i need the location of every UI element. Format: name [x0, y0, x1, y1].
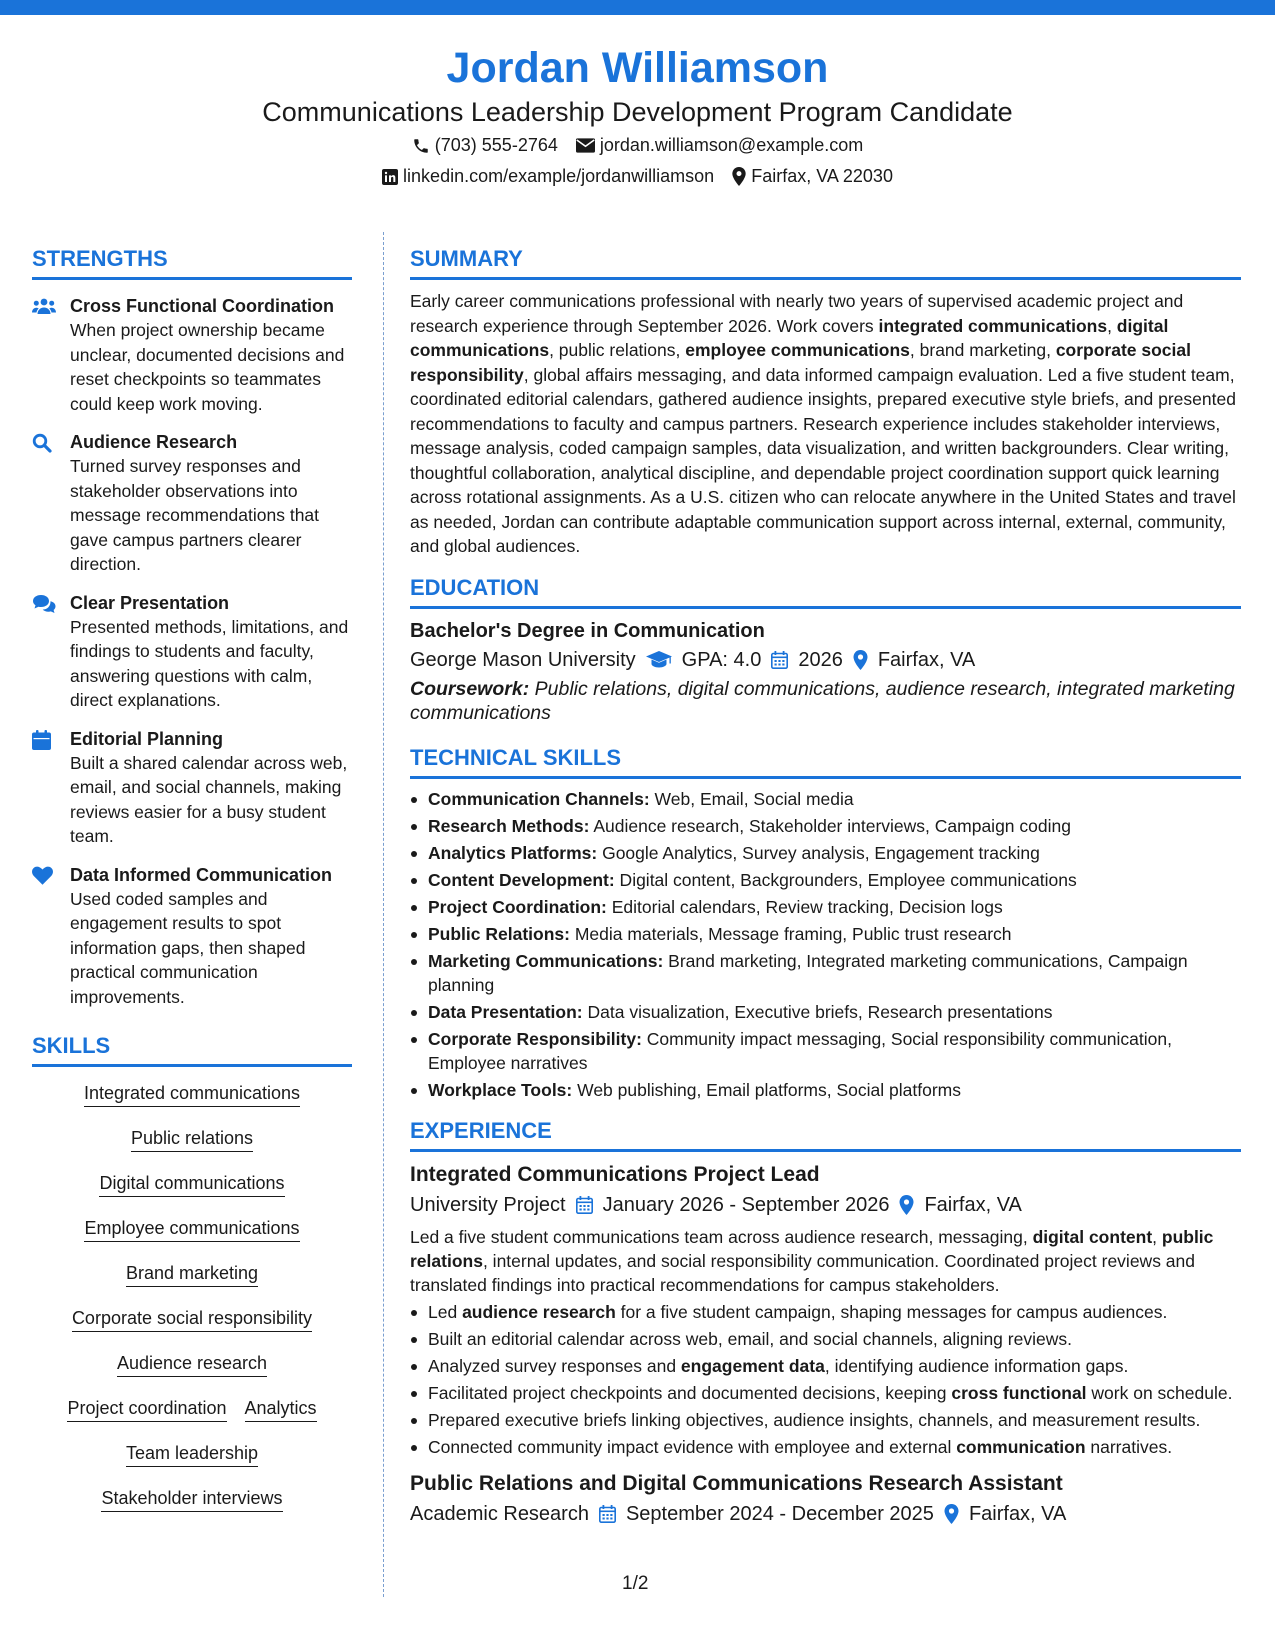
coursework-text: Public relations, digital communications, audience research, integrated marketing communications — [410, 677, 1235, 724]
users-icon — [32, 297, 56, 315]
summary-text — [410, 289, 1241, 559]
skill-category: Data Presentation: — [428, 1001, 583, 1022]
strength-item — [32, 591, 352, 713]
skill-tag: Team leadership — [126, 1441, 258, 1467]
technical-skill-item — [410, 922, 1241, 946]
location-text: Fairfax, VA 22030 — [751, 166, 893, 186]
location-contact — [732, 161, 893, 192]
text-run: , brand marketing, — [909, 340, 1056, 360]
job-dates: September 2024 - December 2025 — [625, 1502, 934, 1525]
bold-text: digital communications — [410, 315, 1169, 360]
job-meta — [410, 1190, 1241, 1220]
strength-item — [32, 294, 352, 416]
skill-values: Brand marketing, Integrated marketing communications, Campaign planning — [428, 950, 1188, 995]
graduation-cap-icon — [646, 651, 672, 669]
technical-skill-item — [410, 1000, 1241, 1024]
text-run: , identifying audience information gaps. — [824, 1355, 1129, 1376]
text-run: work on schedule. — [1086, 1382, 1233, 1403]
job-bullets — [410, 1300, 1241, 1459]
experience-heading: EXPERIENCE — [410, 1116, 1241, 1152]
map-pin-icon — [853, 650, 868, 670]
contact-row-2 — [0, 161, 1275, 192]
text-run: , internal updates, and social responsibility communication. Coordinated project reviews and translated findings into practical recommendations for campus stakeholders. — [410, 1250, 1196, 1295]
skill-category: Communication Channels: — [428, 788, 650, 809]
skill-values: Web publishing, Email platforms, Social platforms — [572, 1079, 961, 1100]
bold-text: audience research — [462, 1301, 616, 1322]
text-run: , — [1107, 315, 1117, 336]
skill-category: Project Coordination: — [428, 896, 607, 917]
text-run: Facilitated project checkpoints and documented decisions, keeping — [428, 1382, 952, 1403]
skill-tag: Brand marketing — [126, 1261, 258, 1287]
skill-values: Editorial calendars, Review tracking, Decision logs — [606, 896, 1003, 917]
job-bullet — [410, 1327, 1241, 1351]
skill-category: Analytics Platforms: — [428, 842, 598, 863]
bold-text: integrated communications — [878, 315, 1108, 336]
text-run: Led a five student communications team across audience research, messaging, — [410, 1226, 1033, 1247]
email-contact — [576, 130, 863, 161]
strength-title: Audience Research — [70, 432, 238, 452]
job-bullet — [410, 1435, 1241, 1459]
skill-tag: Project coordination — [67, 1396, 226, 1422]
skill-category: Research Methods: — [428, 815, 590, 836]
technical-skill-item — [410, 1078, 1241, 1102]
job-organization: University Project — [410, 1193, 566, 1216]
strength-title: Data Informed Communication — [70, 864, 333, 885]
job-bullet — [410, 1354, 1241, 1378]
technical-skill-item — [410, 841, 1241, 865]
resume-header — [0, 40, 1275, 192]
summary-heading: SUMMARY — [410, 244, 1241, 280]
bold-text: public relations — [410, 1226, 1214, 1271]
experience-list — [410, 1160, 1241, 1529]
coursework-label: Coursework: — [410, 677, 530, 700]
skill-category: Workplace Tools: — [428, 1079, 573, 1100]
text-run: Led — [428, 1301, 463, 1322]
skills-list — [32, 1081, 352, 1512]
map-pin-icon — [899, 1195, 914, 1215]
skill-values: Digital content, Backgrounders, Employee communications — [614, 869, 1077, 890]
right-column — [410, 244, 1241, 1529]
job-entry — [410, 1160, 1241, 1459]
job-description — [410, 1225, 1241, 1297]
page-number: 1/2 — [622, 1573, 649, 1594]
strength-title: Cross Functional Coordination — [70, 296, 334, 316]
text-run: Early career communications professional with nearly two years of supervised academic project and research experience through September 2026. Work covers — [410, 291, 1184, 336]
strength-title: Editorial Planning — [70, 728, 224, 749]
degree-title: Bachelor's Degree in Communication — [410, 619, 765, 642]
calendar-icon — [599, 1505, 616, 1523]
phone-icon — [412, 137, 430, 155]
envelope-icon — [576, 138, 595, 153]
text-run: Analyzed survey responses and — [428, 1355, 681, 1376]
skill-tag: Public relations — [131, 1126, 253, 1152]
gpa-text: GPA: 4.0 — [681, 648, 762, 671]
text-run: narratives. — [1085, 1436, 1173, 1457]
skill-category: Marketing Communications: — [428, 950, 664, 971]
text-run: , — [1152, 1226, 1162, 1247]
strength-title: Clear Presentation — [70, 592, 230, 613]
text-run: , global affairs messaging, and data informed campaign evaluation. Led a five student team, coordinated editorial calendars, gathered audience insights, prepared executive style briefs, and presented recommendations to faculty and campus partners. Research experience includes stakeholder interviews, message analysis, coded campaign samples, data visualization, and written backgrounders. Clear writing, thoughtful collaboration, analytical discipline, and dependable project coordination support quick learning across rotational assignments. As a U.S. citizen who can relocate anywhere in the United States and travel as needed, Jordan can contribute adaptable communication support across internal, external, community, and global audiences. — [410, 364, 1236, 556]
candidate-name: Jordan Williamson — [446, 44, 829, 92]
job-organization: Academic Research — [410, 1502, 589, 1525]
job-location: Fairfax, VA — [968, 1502, 1067, 1525]
bold-text: communication — [956, 1436, 1086, 1457]
education-meta — [410, 645, 1241, 675]
technical-skill-item — [410, 868, 1241, 892]
calendar-icon — [576, 1196, 593, 1214]
skill-values: Data visualization, Executive briefs, Research presentations — [582, 1001, 1053, 1022]
text-run: Connected community impact evidence with employee and external — [428, 1436, 957, 1457]
skill-values: Web, Email, Social media — [649, 788, 854, 809]
strength-desc: Used coded samples and engagement results to spot information gaps, then shaped practical communication improvements. — [70, 888, 306, 1007]
school-name: George Mason University — [410, 648, 636, 671]
strength-item — [32, 727, 352, 849]
skill-tag: Employee communications — [84, 1216, 299, 1242]
job-dates: January 2026 - September 2026 — [602, 1193, 890, 1216]
phone-text[interactable]: (703) 555-2764 — [434, 135, 558, 155]
job-title: Public Relations and Digital Communications Research Assistant — [410, 1471, 1063, 1495]
text-run: , public relations, — [549, 340, 686, 360]
technical-skill-item — [410, 895, 1241, 919]
search-icon — [32, 433, 52, 453]
job-bullet — [410, 1300, 1241, 1324]
bold-text: digital content — [1032, 1226, 1153, 1247]
job-title: Integrated Communications Project Lead — [410, 1162, 820, 1186]
map-pin-icon — [944, 1504, 959, 1524]
coursework — [410, 677, 1241, 725]
skill-values: Google Analytics, Survey analysis, Engagement tracking — [597, 842, 1040, 863]
bold-text: employee communications — [685, 340, 910, 360]
top-accent-bar — [0, 0, 1275, 15]
column-divider — [383, 232, 384, 1597]
skill-tag: Integrated communications — [84, 1081, 300, 1107]
strength-item — [32, 430, 352, 577]
skill-category: Corporate Responsibility: — [428, 1028, 642, 1049]
skill-values: Audience research, Stakeholder interviews, Campaign coding — [589, 815, 1071, 836]
technical-skill-item — [410, 1027, 1241, 1075]
school-location: Fairfax, VA — [877, 648, 976, 671]
linkedin-text[interactable]: linkedin.com/example/jordanwilliamson — [403, 166, 715, 186]
graduation-year: 2026 — [798, 648, 843, 671]
text-run: Prepared executive briefs linking objectives, audience insights, channels, and measurement results. — [428, 1409, 1201, 1430]
linkedin-contact — [382, 161, 714, 192]
candidate-headline: Communications Leadership Development Program Candidate — [262, 97, 1013, 127]
job-entry — [410, 1469, 1241, 1529]
technical-skills-list — [410, 787, 1241, 1102]
text-run: for a five student campaign, shaping messages for campus audiences. — [615, 1301, 1168, 1322]
left-column — [32, 244, 352, 1531]
job-bullet — [410, 1381, 1241, 1405]
skill-tag: Audience research — [117, 1351, 267, 1377]
linkedin-icon — [382, 169, 398, 185]
technical-skill-item — [410, 787, 1241, 811]
strength-desc: Presented methods, limitations, and findings to students and faculty, answering questions with calm, direct explanations. — [70, 616, 349, 710]
skill-category: Public Relations: — [428, 923, 570, 944]
strength-desc: Built a shared calendar across web, email, and social channels, making reviews easier for a busy student team. — [70, 752, 348, 846]
skill-values: Media materials, Message framing, Public trust research — [569, 923, 1012, 944]
skill-tag: Stakeholder interviews — [101, 1486, 282, 1512]
bold-text: corporate social responsibility — [410, 340, 1192, 385]
job-location: Fairfax, VA — [924, 1193, 1022, 1216]
technical-skill-item — [410, 949, 1241, 997]
job-meta — [410, 1499, 1241, 1529]
bold-text: engagement data — [680, 1355, 825, 1376]
skill-values: Community impact messaging, Social responsibility communication, Employee narratives — [428, 1028, 1172, 1073]
skill-tag: Analytics — [245, 1396, 317, 1422]
calendar-icon — [771, 651, 788, 669]
skill-tag: Corporate social responsibility — [72, 1306, 312, 1332]
comments-icon — [32, 594, 56, 614]
skill-category: Content Development: — [428, 869, 615, 890]
heart-icon — [32, 866, 53, 885]
technical-skills-heading: TECHNICAL SKILLS — [410, 743, 1241, 779]
technical-skill-item — [410, 814, 1241, 838]
phone-contact — [412, 130, 558, 161]
strength-desc: Turned survey responses and stakeholder observations into message recommendations that gave campus partners clearer direction. — [70, 456, 320, 574]
strengths-heading: STRENGTHS — [32, 244, 352, 280]
email-text[interactable]: jordan.williamson@example.com — [599, 135, 864, 155]
skill-tag: Digital communications — [99, 1171, 284, 1197]
skills-heading: SKILLS — [32, 1031, 352, 1067]
calendar-icon — [32, 730, 51, 750]
text-run: Built an editorial calendar across web, email, and social channels, aligning reviews. — [428, 1328, 1072, 1349]
bold-text: cross functional — [951, 1382, 1087, 1403]
strength-item — [32, 863, 352, 1010]
education-heading: EDUCATION — [410, 573, 1241, 609]
strength-desc: When project ownership became unclear, documented decisions and reset checkpoints so teammates could keep work moving. — [70, 320, 345, 414]
job-bullet — [410, 1408, 1241, 1432]
contact-row-1 — [0, 130, 1275, 161]
map-pin-icon — [732, 167, 746, 186]
